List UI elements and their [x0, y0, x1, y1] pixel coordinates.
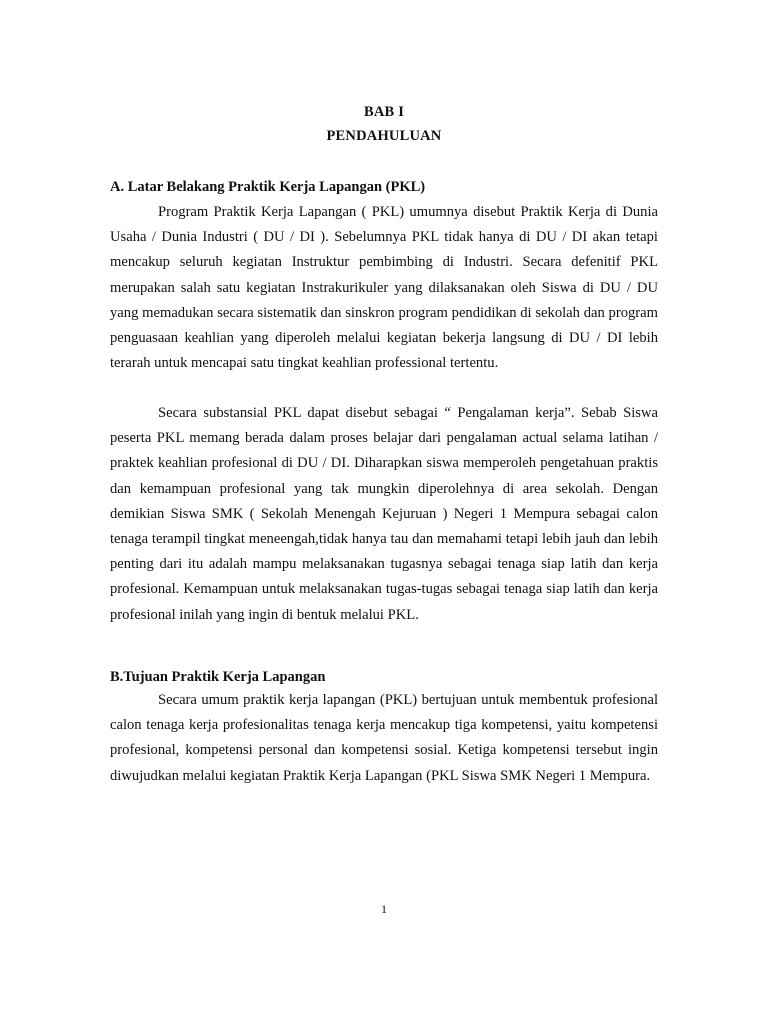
page-number: 1 [381, 902, 387, 916]
section-a-heading: A. Latar Belakang Praktik Kerja Lapangan (PKL) [110, 179, 426, 195]
section-a-paragraph-2: Secara substansial PKL dapat disebut sebagai “ Pengalaman kerja”. Sebab Siswa peserta PKL memang berada dalam proses belajar dari pengalaman actual selama latihan / praktek keahlian profesional di DU / DI. Diharapkan siswa memperoleh pengetahuan praktis dan kemampuan profesional yang tak mungkin diperolehnya di area sekolah. Dengan demikian Siswa SMK ( Sekolah Menengah Kejuruan ) Negeri 1 Mempura sebagai calon tenaga terampil tingkat meneengah,tidak hanya tau dan memahami tetapi lebih jauh dan lebih penting dari itu adalah mampu melaksanakan tugasnya sebagai tenaga siap latih dan kerja profesional. Kemampuan untuk melaksanakan tugas-tugas sebagai tenaga siap latih dan kerja profesional inilah yang ingin di bentuk melalui PKL. [110, 405, 658, 623]
chapter-label: BAB I [363, 104, 405, 120]
chapter-title: PENDAHULUAN [326, 128, 442, 144]
section-b-heading: B.Tujuan Praktik Kerja Lapangan [110, 669, 326, 685]
section-b-paragraph-1: Secara umum praktik kerja lapangan (PKL) bertujuan untuk membentuk profesional calon tenaga kerja profesionalitas tenaga kerja mencakup tiga kompetensi, yaitu kompetensi profesional, kompetensi personal dan kompetensi sosial. Ketiga kompetensi tersebut ingin diwujudkan melalui kegiatan Praktik Kerja Lapangan (PKL Siswa SMK Negeri 1 Mempura. [110, 692, 658, 784]
section-a-paragraph-1: Program Praktik Kerja Lapangan ( PKL) umumnya disebut Praktik Kerja di Dunia Usaha / Dunia Industri ( DU / DI ). Sebelumnya PKL tidak hanya di DU / DI akan tetapi mencakup seluruh kegiatan Instruktur pembimbing di Industri. Secara defenitif PKL merupakan salah satu kegiatan Instrakurikuler yang dilaksanakan oleh Siswa di DU / DU yang memadukan secara sistematik dan sinskron program pendidikan di sekolah dan program penguasaan keahlian yang diperoleh melalui kegiatan bekerja langsung di DU / DI lebih terarah untuk mencapai satu tingkat keahlian professional tertentu. [110, 204, 658, 372]
